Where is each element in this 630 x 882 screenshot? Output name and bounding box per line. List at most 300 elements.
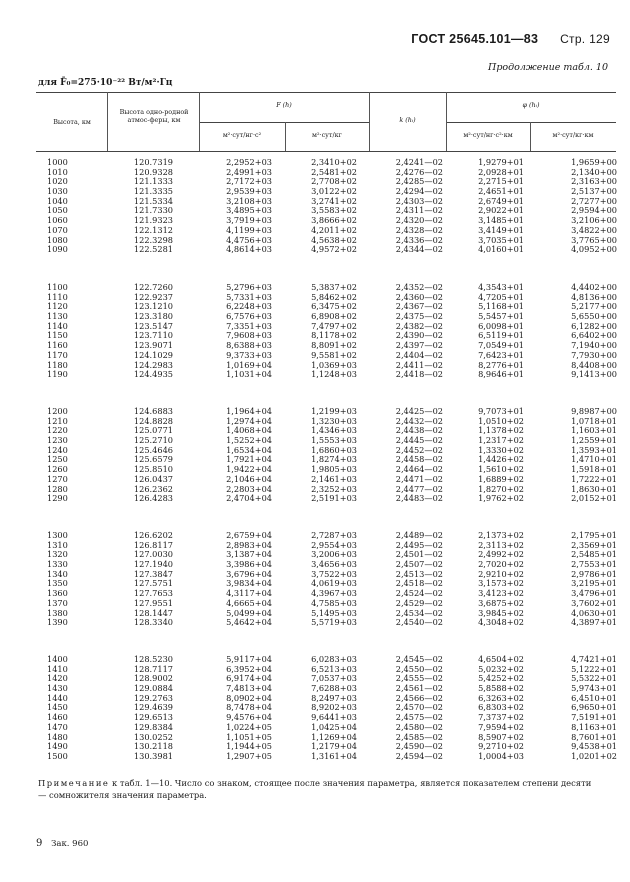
- cell-rho: 121.3335: [133, 186, 173, 197]
- cell-psi2: 2,0152+01: [571, 493, 617, 504]
- cell-f2: 2,3410+02: [311, 157, 357, 167]
- cell-psi2: 1,5918+01: [571, 464, 617, 475]
- cell-f2: 7,4797+02: [311, 320, 357, 331]
- cell-psi1: 1,0510+02: [478, 415, 524, 426]
- cell-k: 2,4438—02: [395, 425, 443, 436]
- page-label: Стр. 129: [560, 32, 610, 46]
- cell-psi2: 4,0630+01: [571, 607, 617, 618]
- cell-psi1: 2,7020+02: [478, 559, 524, 570]
- cell-f1: 7,4813+04: [226, 683, 272, 694]
- header-bottom-rule: [36, 151, 616, 152]
- cell-rho: 121.1333: [133, 176, 173, 187]
- cell-height: 1480: [47, 731, 68, 742]
- psi-group-rule: [446, 122, 616, 123]
- cell-f1: 5,9117+04: [226, 654, 272, 664]
- cell-f2: 2,5191+03: [311, 493, 357, 504]
- cell-k: 2,4489—02: [395, 530, 443, 540]
- cell-k: 2,4285—02: [395, 176, 443, 187]
- cell-psi2: 3,2106+00: [571, 215, 617, 226]
- cell-height: 1310: [47, 539, 68, 550]
- cell-f2: 5,8462+02: [311, 291, 357, 302]
- cell-height: 1060: [47, 215, 68, 226]
- cell-f1: 3,1387+04: [226, 549, 272, 560]
- header-top-rule: [36, 92, 616, 93]
- cell-psi2: 3,7602+01: [571, 597, 617, 608]
- cell-f2: 5,5719+03: [311, 617, 357, 628]
- cell-rho: 124.4935: [133, 369, 173, 380]
- cell-f1: 1,1944+05: [226, 741, 272, 752]
- cell-psi1: 1,4426+02: [478, 454, 524, 465]
- cell-psi2: 3,7765+00: [571, 234, 617, 245]
- cell-psi2: 3,2195+01: [571, 578, 617, 589]
- cell-f2: 2,9554+03: [311, 539, 357, 550]
- cell-k: 2,4303—02: [395, 195, 443, 206]
- cell-rho: 125.8510: [133, 464, 173, 475]
- cell-rho: 125.2710: [133, 435, 173, 446]
- cell-rho: 130.0252: [133, 731, 173, 742]
- cell-f1: 7,3351+03: [226, 320, 272, 331]
- cell-k: 2,4471—02: [395, 473, 443, 484]
- cell-psi2: 1,2559+01: [571, 435, 617, 446]
- cell-f1: 2,4991+03: [226, 166, 272, 177]
- cell-k: 2,4397—02: [395, 340, 443, 351]
- cell-rho: 120.7319: [133, 157, 173, 167]
- cell-f1: 6,9174+04: [226, 673, 272, 684]
- cell-k: 2,4294—02: [395, 186, 443, 197]
- cell-psi1: 6,0098+01: [478, 320, 524, 331]
- cell-psi1: 7,0549+01: [478, 340, 524, 351]
- footer-order: Зак. 960: [51, 839, 89, 849]
- cell-rho: 121.7330: [133, 205, 173, 216]
- cell-f2: 3,0122+02: [311, 186, 357, 197]
- cell-psi1: 5,0232+02: [478, 663, 524, 674]
- data-group: [0, 531, 630, 628]
- cell-k: 2,4458—02: [395, 454, 443, 465]
- cell-f1: 6,3952+04: [226, 663, 272, 674]
- cell-psi2: 4,8136+00: [571, 291, 617, 302]
- cell-height: 1260: [47, 464, 68, 475]
- cell-psi2: 2,7277+00: [571, 195, 617, 206]
- cell-psi2: 2,1795+01: [571, 530, 617, 540]
- page-header: [411, 32, 610, 46]
- cell-rho: 128.7117: [133, 663, 173, 674]
- cell-rho: 129.6513: [133, 712, 173, 723]
- cell-height: 1370: [47, 597, 68, 608]
- cell-f2: 1,6860+03: [311, 444, 357, 455]
- cell-psi1: 4,6504+02: [478, 654, 524, 664]
- cell-psi1: 7,6423+01: [478, 349, 524, 360]
- cell-f1: 4,4756+03: [226, 234, 272, 245]
- cell-f2: 2,3252+03: [311, 483, 357, 494]
- cell-psi2: 5,1222+01: [571, 663, 617, 674]
- cell-f1: 7,9608+03: [226, 330, 272, 341]
- cell-psi2: 2,3163+00: [571, 176, 617, 187]
- cell-f1: 2,8983+04: [226, 539, 272, 550]
- cell-f2: 5,1495+03: [311, 607, 357, 618]
- cell-k: 2,4518—02: [395, 578, 443, 589]
- cell-rho: 128.5230: [133, 654, 173, 664]
- cell-rho: 124.2983: [133, 359, 173, 370]
- cell-height: 1490: [47, 741, 68, 752]
- cell-f2: 3,8666+02: [311, 215, 357, 226]
- cell-rho: 127.0030: [133, 549, 173, 560]
- cell-psi1: 7,3737+02: [478, 712, 524, 723]
- cell-f2: 5,3837+02: [311, 282, 357, 292]
- cell-psi1: 1,1378+02: [478, 425, 524, 436]
- cell-k: 2,4524—02: [395, 588, 443, 599]
- cell-rho: 124.8828: [133, 415, 173, 426]
- cell-height: 1390: [47, 617, 68, 628]
- cell-k: 2,4320—02: [395, 215, 443, 226]
- cell-k: 2,4540—02: [395, 617, 443, 628]
- cell-f2: 8,9202+03: [311, 702, 357, 713]
- data-group: [0, 158, 630, 255]
- footer-page-number: 9: [36, 838, 43, 849]
- cell-height: 1020: [47, 176, 68, 187]
- cell-rho: 125.6579: [133, 454, 173, 465]
- cell-psi2: 6,4510+01: [571, 692, 617, 703]
- cell-f1: 3,3986+04: [226, 559, 272, 570]
- cell-height: 1150: [47, 330, 68, 341]
- cell-f2: 7,6288+03: [311, 683, 357, 694]
- cell-f2: 1,8274+03: [311, 454, 357, 465]
- cell-f2: 4,0619+03: [311, 578, 357, 589]
- cell-psi2: 1,0718+01: [571, 415, 617, 426]
- cell-k: 2,4276—02: [395, 166, 443, 177]
- cell-psi1: 8,2776+01: [478, 359, 524, 370]
- cell-rho: 130.2118: [133, 741, 173, 752]
- cell-psi2: 4,4402+00: [571, 282, 617, 292]
- cell-k: 2,4344—02: [395, 244, 443, 255]
- cell-f1: 4,6665+04: [226, 597, 272, 608]
- cell-psi2: 8,1163+01: [571, 721, 617, 732]
- cell-height: 1210: [47, 415, 68, 426]
- cell-f2: 4,9572+02: [311, 244, 357, 255]
- cell-rho: 123.3180: [133, 311, 173, 322]
- cell-height: 1140: [47, 320, 68, 331]
- col-header-rho: Высота одно-родной атмос-феры, км: [119, 108, 189, 124]
- cell-k: 2,4566—02: [395, 692, 443, 703]
- cell-height: 1170: [47, 349, 68, 360]
- cell-f1: 1,0169+04: [226, 359, 272, 370]
- cell-psi2: 1,8630+01: [571, 483, 617, 494]
- cell-f1: 3,4895+03: [226, 205, 272, 216]
- cell-height: 1340: [47, 568, 68, 579]
- cell-rho: 124.1029: [133, 349, 173, 360]
- cell-k: 2,4585—02: [395, 731, 443, 742]
- cell-rho: 122.5281: [133, 244, 173, 255]
- cell-psi1: 4,3543+01: [478, 282, 524, 292]
- cell-f1: 2,2952+03: [226, 157, 272, 167]
- col-divider: [107, 92, 108, 151]
- cell-psi1: 2,4992+02: [478, 549, 524, 560]
- cell-f1: 1,1964+04: [226, 406, 272, 416]
- cell-f2: 3,4656+03: [311, 559, 357, 570]
- cell-f2: 1,2179+04: [311, 741, 357, 752]
- cell-rho: 126.4283: [133, 493, 173, 504]
- cell-psi2: 6,6402+00: [571, 330, 617, 341]
- cell-height: 1100: [47, 282, 68, 292]
- cell-k: 2,4432—02: [395, 415, 443, 426]
- cell-f1: 5,4642+04: [226, 617, 272, 628]
- cell-psi1: 7,9594+02: [478, 721, 524, 732]
- cell-psi2: 5,9743+01: [571, 683, 617, 694]
- cell-f2: 8,1178+02: [311, 330, 357, 341]
- cell-psi1: 2,3113+02: [478, 539, 524, 550]
- cell-f2: 1,1248+03: [311, 369, 357, 380]
- cell-psi2: 8,7601+01: [571, 731, 617, 742]
- cell-f1: 1,1031+04: [226, 369, 272, 380]
- cell-psi2: 1,7222+01: [571, 473, 617, 484]
- cell-f2: 8,8091+02: [311, 340, 357, 351]
- cell-psi2: 6,1282+00: [571, 320, 617, 331]
- cell-f1: 2,1046+04: [226, 473, 272, 484]
- cell-psi1: 9,2710+02: [478, 741, 524, 752]
- cell-k: 2,4241—02: [395, 157, 443, 167]
- cell-height: 1270: [47, 473, 68, 484]
- cell-f2: 1,3161+04: [311, 750, 357, 761]
- cell-psi2: 4,3897+01: [571, 617, 617, 628]
- cell-psi2: 9,8987+00: [571, 406, 617, 416]
- table-row: [0, 494, 630, 504]
- cell-psi2: 2,5485+01: [571, 549, 617, 560]
- cell-psi2: 1,3593+01: [571, 444, 617, 455]
- cell-height: 1030: [47, 186, 68, 197]
- table-row: [0, 752, 630, 762]
- cell-height: 1470: [47, 721, 68, 732]
- cell-f2: 2,5481+02: [311, 166, 357, 177]
- cell-f2: 2,7708+02: [311, 176, 357, 187]
- cell-psi1: 2,6749+01: [478, 195, 524, 206]
- cell-f1: 1,0224+05: [226, 721, 272, 732]
- cell-psi1: 1,9279+01: [478, 157, 524, 167]
- cell-k: 2,4561—02: [395, 683, 443, 694]
- cell-psi1: 8,9646+01: [478, 369, 524, 380]
- cell-f2: 8,2497+03: [311, 692, 357, 703]
- cell-psi1: 3,4123+02: [478, 588, 524, 599]
- cell-k: 2,4555—02: [395, 673, 443, 684]
- cell-psi1: 5,4252+02: [478, 673, 524, 684]
- cell-psi1: 1,0004+03: [478, 750, 524, 761]
- cell-psi2: 5,2177+00: [571, 301, 617, 312]
- cell-height: 1200: [47, 406, 68, 416]
- cell-height: 1350: [47, 578, 68, 589]
- cell-k: 2,4501—02: [395, 549, 443, 560]
- cell-height: 1230: [47, 435, 68, 446]
- cell-height: 1290: [47, 493, 68, 504]
- cell-f1: 3,7919+03: [226, 215, 272, 226]
- cell-k: 2,4483—02: [395, 493, 443, 504]
- cell-k: 2,4507—02: [395, 559, 443, 570]
- cell-psi1: 1,2317+02: [478, 435, 524, 446]
- cell-k: 2,4477—02: [395, 483, 443, 494]
- cell-f2: 4,3967+03: [311, 588, 357, 599]
- cell-psi1: 5,5457+01: [478, 311, 524, 322]
- data-group: [0, 283, 630, 380]
- cell-k: 2,4513—02: [395, 568, 443, 579]
- col-header-psi-unit2: м²·сут/кг·км: [552, 131, 594, 139]
- cell-psi2: 8,4408+00: [571, 359, 617, 370]
- cell-rho: 124.6883: [133, 406, 173, 416]
- cell-rho: 121.5334: [133, 195, 173, 206]
- standard-number: ГОСТ 25645.101—83: [411, 32, 539, 46]
- continuation-label: Продолжение табл. 10: [488, 62, 608, 73]
- cell-psi2: 2,9786+01: [571, 568, 617, 579]
- cell-psi1: 8,5907+02: [478, 731, 524, 742]
- cell-f2: 2,1461+03: [311, 473, 357, 484]
- data-group: [0, 655, 630, 762]
- cell-psi1: 2,2715+01: [478, 176, 524, 187]
- cell-height: 1080: [47, 234, 68, 245]
- cell-k: 2,4375—02: [395, 311, 443, 322]
- cell-height: 1090: [47, 244, 68, 255]
- cell-rho: 123.9071: [133, 340, 173, 351]
- cell-f2: 1,1269+04: [311, 731, 357, 742]
- cell-rho: 122.3298: [133, 234, 173, 245]
- cell-f2: 6,5213+03: [311, 663, 357, 674]
- cell-height: 1110: [47, 291, 68, 302]
- cell-height: 1300: [47, 530, 68, 540]
- cell-psi2: 5,5322+01: [571, 673, 617, 684]
- cell-psi1: 1,9762+02: [478, 493, 524, 504]
- cell-psi1: 2,1373+02: [478, 530, 524, 540]
- col-header-k: k (hᵢ): [399, 116, 416, 124]
- cell-k: 2,4495—02: [395, 539, 443, 550]
- cell-psi2: 1,0201+02: [571, 750, 617, 761]
- cell-psi2: 1,1603+01: [571, 425, 617, 436]
- cell-psi1: 2,9210+02: [478, 568, 524, 579]
- table-row: [0, 245, 630, 255]
- cell-height: 1500: [47, 750, 68, 761]
- cell-f2: 1,2199+03: [311, 406, 357, 416]
- cell-psi2: 9,4538+01: [571, 741, 617, 752]
- cell-psi2: 4,7421+01: [571, 654, 617, 664]
- cell-psi1: 1,3330+02: [478, 444, 524, 455]
- cell-f1: 1,2974+04: [226, 415, 272, 426]
- cell-k: 2,4550—02: [395, 663, 443, 674]
- cell-psi1: 3,4149+01: [478, 224, 524, 235]
- cell-psi2: 2,9594+00: [571, 205, 617, 216]
- cell-psi1: 6,5119+01: [478, 330, 524, 341]
- col-header-height: Высота, км: [53, 118, 91, 126]
- cell-f1: 8,0902+04: [226, 692, 272, 703]
- cell-rho: 127.7653: [133, 588, 173, 599]
- cell-f1: 8,6388+03: [226, 340, 272, 351]
- table-note: [38, 777, 598, 801]
- cell-k: 2,4360—02: [395, 291, 443, 302]
- cell-height: 1320: [47, 549, 68, 560]
- cell-psi2: 3,4796+01: [571, 588, 617, 599]
- cell-psi1: 1,8270+02: [478, 483, 524, 494]
- cell-k: 2,4336—02: [395, 234, 443, 245]
- cell-f1: 5,0499+04: [226, 607, 272, 618]
- cell-psi1: 6,3263+02: [478, 692, 524, 703]
- cell-rho: 122.9237: [133, 291, 173, 302]
- cell-psi2: 3,4822+00: [571, 224, 617, 235]
- cell-f1: 1,7921+04: [226, 454, 272, 465]
- cell-f2: 6,3475+02: [311, 301, 357, 312]
- cell-f1: 9,3733+03: [226, 349, 272, 360]
- col-header-psi: φ (hᵢ): [522, 101, 540, 109]
- cell-f1: 1,5252+04: [226, 435, 272, 446]
- cell-f2: 4,5638+02: [311, 234, 357, 245]
- cell-f1: 1,6534+04: [226, 444, 272, 455]
- cell-rho: 121.9323: [133, 215, 173, 226]
- cell-height: 1380: [47, 607, 68, 618]
- cell-f1: 6,7576+03: [226, 311, 272, 322]
- cell-rho: 126.2362: [133, 483, 173, 494]
- table-row: [0, 618, 630, 628]
- cell-psi1: 2,4651+01: [478, 186, 524, 197]
- cell-k: 2,4382—02: [395, 320, 443, 331]
- cell-height: 1360: [47, 588, 68, 599]
- cell-psi2: 2,5137+00: [571, 186, 617, 197]
- cell-k: 2,4352—02: [395, 282, 443, 292]
- cell-psi2: 7,7930+00: [571, 349, 617, 360]
- cell-f2: 3,5583+02: [311, 205, 357, 216]
- cell-psi1: 5,8588+02: [478, 683, 524, 694]
- cell-psi1: 4,3048+02: [478, 617, 524, 628]
- cell-rho: 125.0771: [133, 425, 173, 436]
- cell-psi1: 5,1168+01: [478, 301, 524, 312]
- cell-rho: 128.9002: [133, 673, 173, 684]
- cell-f1: 3,9834+04: [226, 578, 272, 589]
- cell-rho: 129.8384: [133, 721, 173, 732]
- cell-k: 2,4425—02: [395, 406, 443, 416]
- cell-psi2: 4,0952+00: [571, 244, 617, 255]
- cell-k: 2,4418—02: [395, 369, 443, 380]
- cell-f2: 9,6441+03: [311, 712, 357, 723]
- cell-f2: 1,4346+03: [311, 425, 357, 436]
- cell-height: 1050: [47, 205, 68, 216]
- cell-psi1: 3,1573+02: [478, 578, 524, 589]
- cell-rho: 126.6202: [133, 530, 173, 540]
- cell-psi1: 9,7073+01: [478, 406, 524, 416]
- col-header-f-unit1: м²·сут/нг·с²: [222, 131, 262, 139]
- cell-psi1: 1,6889+02: [478, 473, 524, 484]
- cell-k: 2,4529—02: [395, 597, 443, 608]
- cell-psi1: 6,8303+02: [478, 702, 524, 713]
- cell-rho: 129.4639: [133, 702, 173, 713]
- cell-rho: 130.3981: [133, 750, 173, 761]
- cell-rho: 127.1940: [133, 559, 173, 570]
- cell-height: 1400: [47, 654, 68, 664]
- cell-f1: 1,4068+04: [226, 425, 272, 436]
- cell-psi1: 3,6875+02: [478, 597, 524, 608]
- cell-rho: 129.0884: [133, 683, 173, 694]
- cell-k: 2,4328—02: [395, 224, 443, 235]
- cell-k: 2,4534—02: [395, 607, 443, 618]
- cell-height: 1000: [47, 157, 68, 167]
- cell-f2: 1,0425+04: [311, 721, 357, 732]
- cell-k: 2,4575—02: [395, 712, 443, 723]
- cell-psi2: 9,1413+00: [571, 369, 617, 380]
- cell-rho: 123.5147: [133, 320, 173, 331]
- cell-psi1: 2,0928+01: [478, 166, 524, 177]
- cell-f1: 4,1199+03: [226, 224, 272, 235]
- cell-k: 2,4390—02: [395, 330, 443, 341]
- cell-f1: 2,6759+04: [226, 530, 272, 540]
- cell-height: 1130: [47, 311, 68, 322]
- cell-psi2: 2,3569+01: [571, 539, 617, 550]
- cell-rho: 126.8117: [133, 539, 173, 550]
- cell-height: 1450: [47, 702, 68, 713]
- cell-f1: 1,1051+05: [226, 731, 272, 742]
- cell-rho: 129.2763: [133, 692, 173, 703]
- cell-psi2: 7,5191+01: [571, 712, 617, 723]
- table-row: [0, 370, 630, 380]
- cell-rho: 125.4646: [133, 444, 173, 455]
